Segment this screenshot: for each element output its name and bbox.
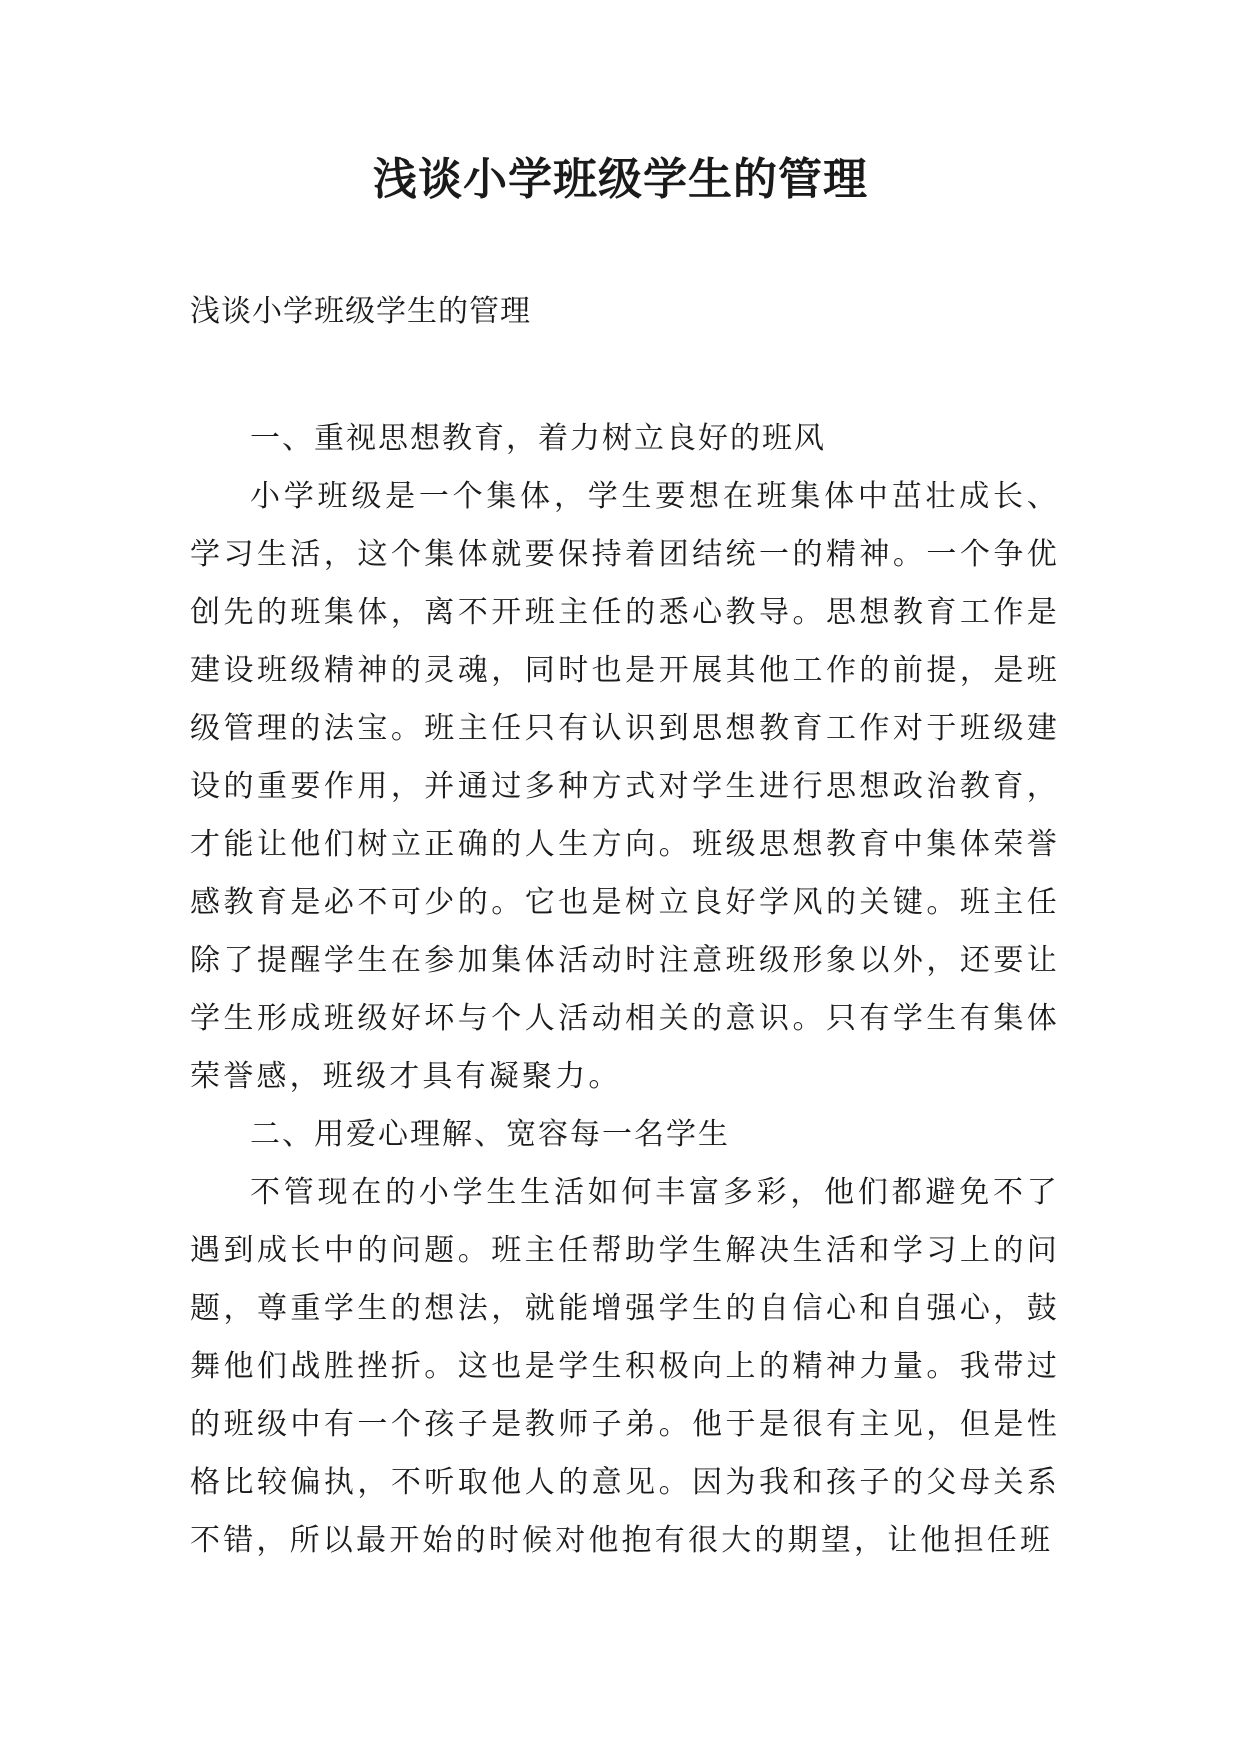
document-subtitle: 浅谈小学班级学生的管理 <box>190 294 531 329</box>
paragraph-2: 不管现在的小学生生活如何丰富多彩，他们都避免不了遇到成长中的问题。班主任帮助学生解决生活和学习上的问题，尊重学生的想法，就能增强学生的自信心和自强心，鼓舞他们战胜挫折。这也是学生积极向上的精神力量。我带过的班级中有一个孩子是教师子弟。他于是很有主见，但是性格比较偏执，不听取他人的意见。因为我和孩子的父母关系不错，所以最开始的时候对他抱有很大的期望，让他担任班 <box>190 1175 1060 1558</box>
document-body <box>190 410 1060 1570</box>
section-heading-1: 一、重视思想教育，着力树立良好的班风 <box>250 421 826 456</box>
paragraph-1: 小学班级是一个集体，学生要想在班集体中茁壮成长、学习生活，这个集体就要保持着团结统一的精神。一个争优创先的班集体，离不开班主任的悉心教导。思想教育工作是建设班级精神的灵魂，同时也是开展其他工作的前提，是班级管理的法宝。班主任只有认识到思想教育工作对于班级建设的重要作用，并通过多种方式对学生进行思想政治教育，才能让他们树立正确的人生方向。班级思想教育中集体荣誉感教育是必不可少的。它也是树立良好学风的关键。班主任除了提醒学生在参加集体活动时注意班级形象以外，还要让学生形成班级好坏与个人活动相关的意识。只有学生有集体荣誉感，班级才具有凝聚力。 <box>190 479 1060 1094</box>
section-heading-2: 二、用爱心理解、宽容每一名学生 <box>250 1117 730 1152</box>
document-title: 浅谈小学班级学生的管理 <box>373 154 868 205</box>
